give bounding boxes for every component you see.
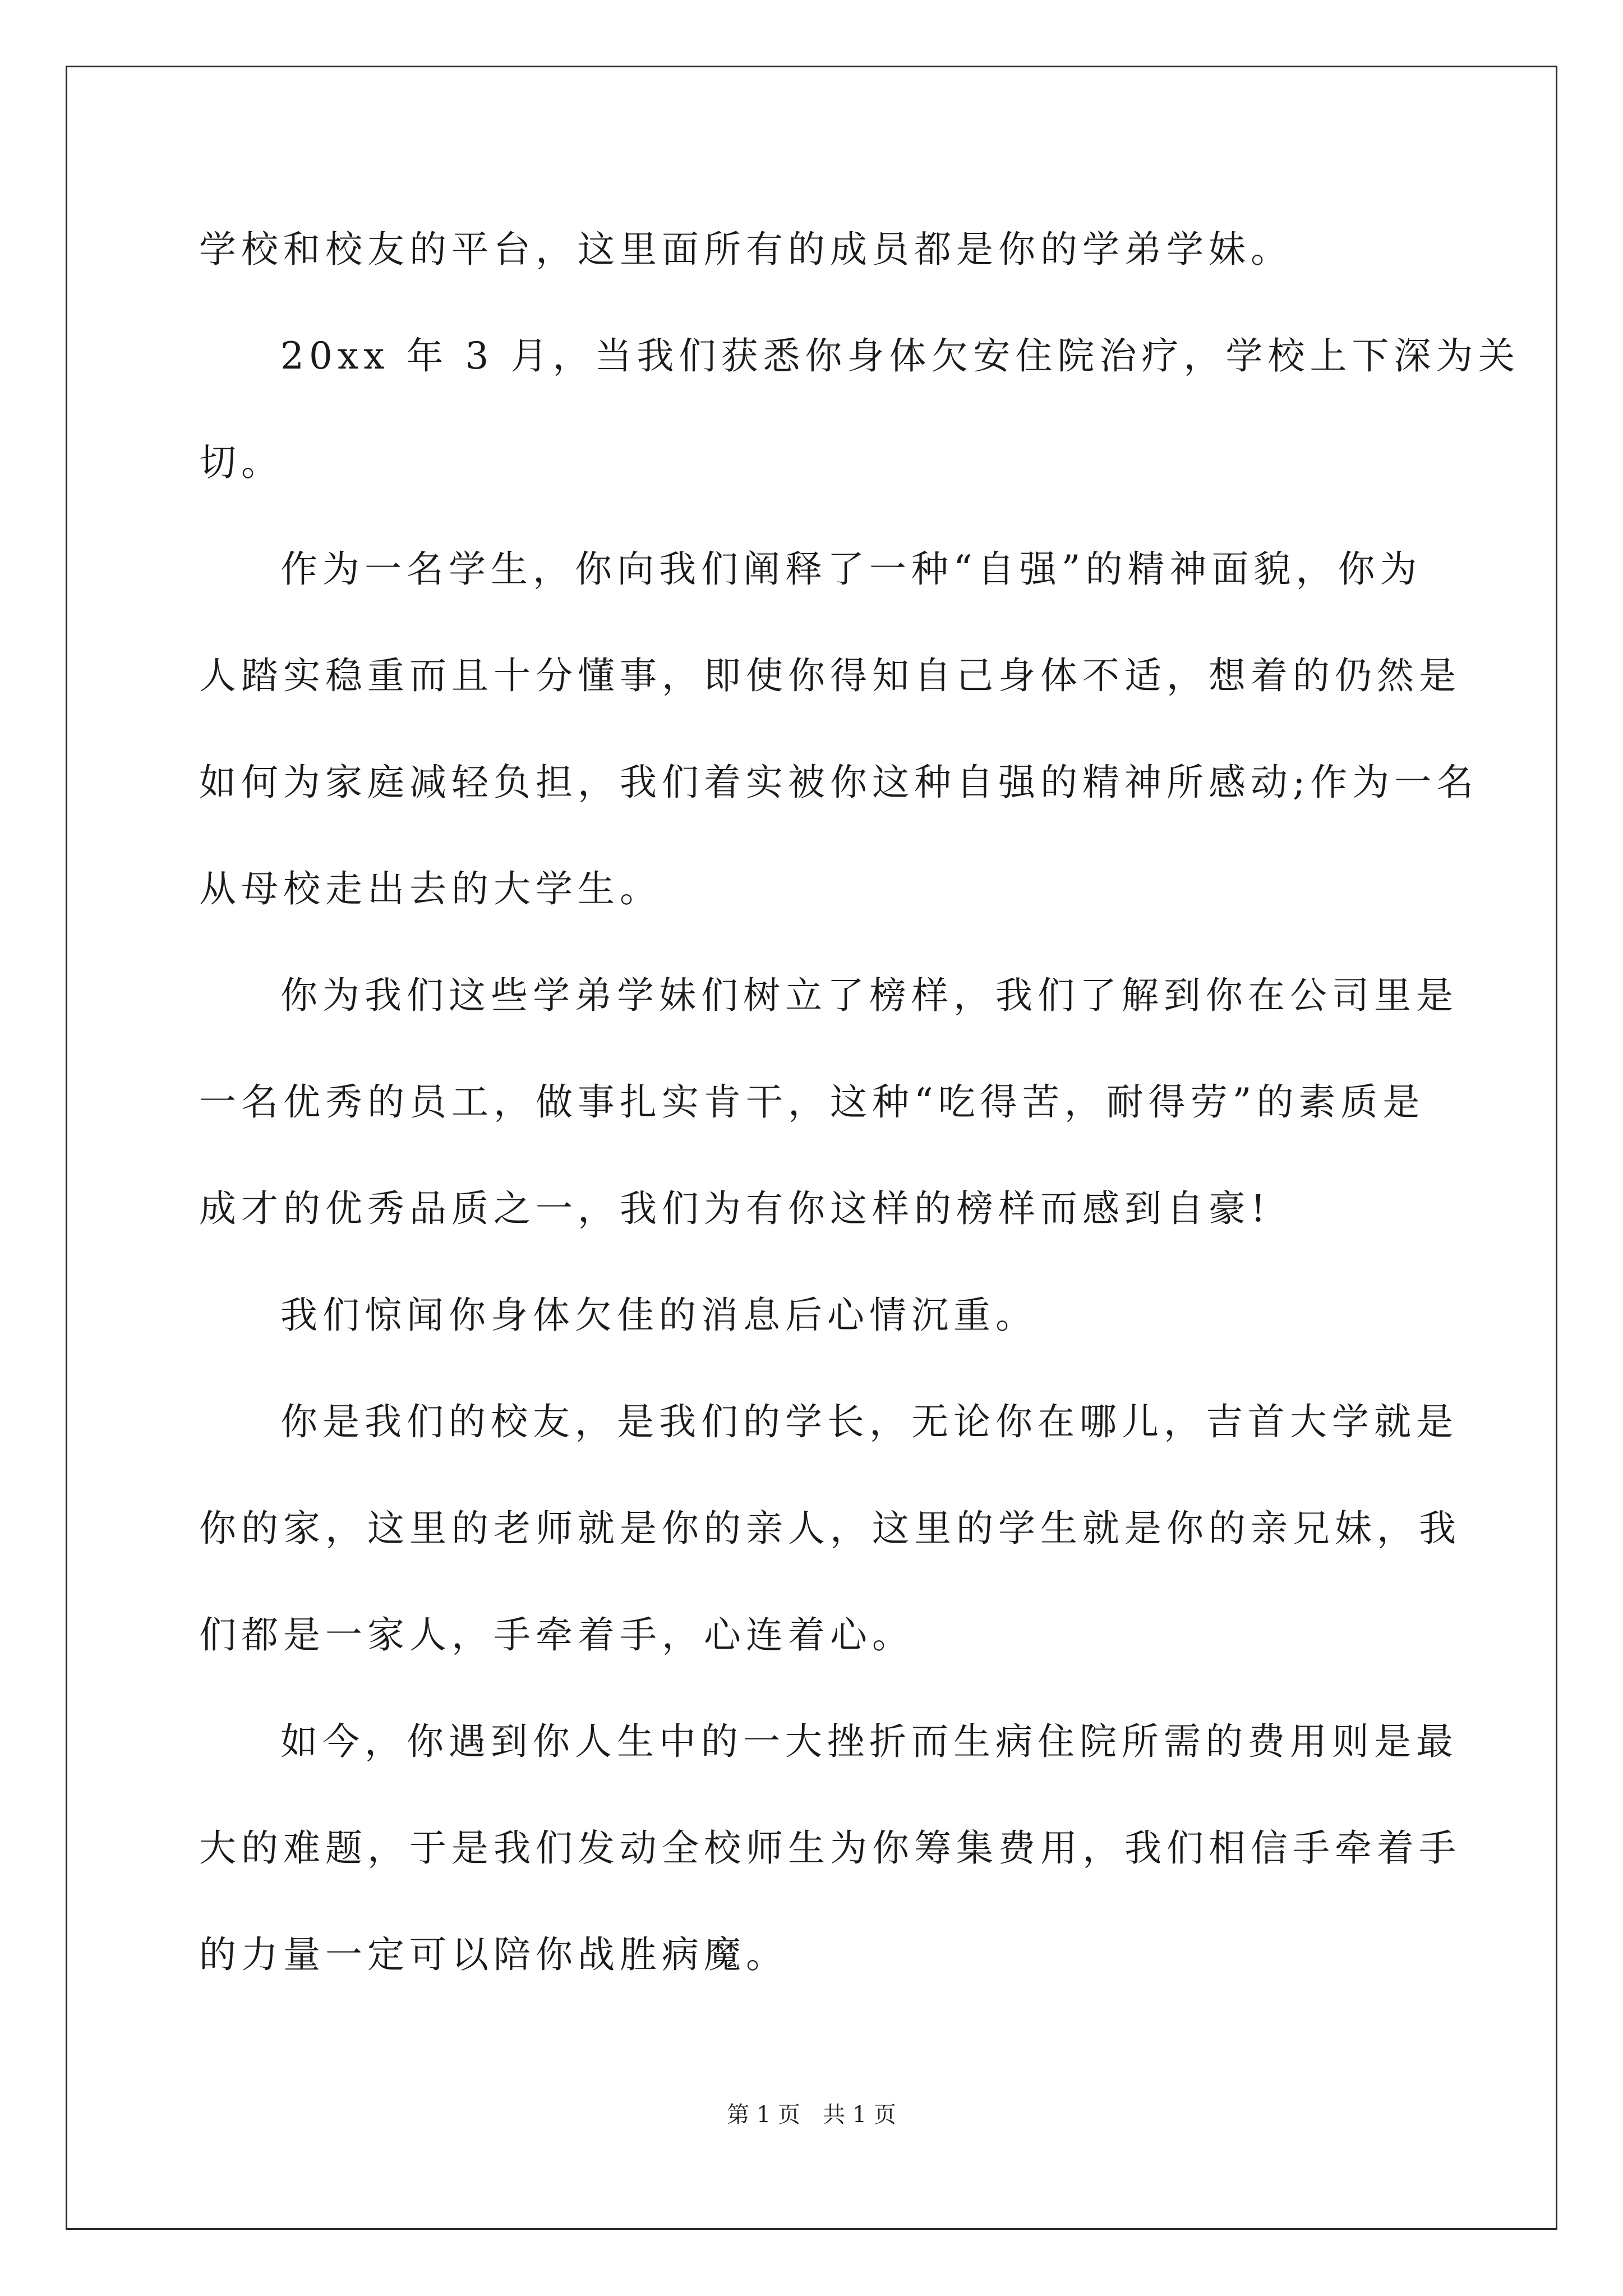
text-line: 作为一名学生，你向我们阐释了一种“自强”的精神面貌，你为 bbox=[280, 547, 1422, 591]
text-line: 切。 bbox=[199, 441, 283, 484]
text-line: 你是我们的校友，是我们的学长，无论你在哪儿，吉首大学就是 bbox=[280, 1400, 1458, 1443]
page-number-total: 共 1 页 bbox=[823, 2102, 896, 2128]
text-line: 我们惊闻你身体欠佳的消息后心情沉重。 bbox=[280, 1294, 1038, 1337]
page-footer bbox=[0, 2098, 1623, 2132]
text-line: 人踏实稳重而且十分懂事，即使你得知自己身体不适，想着的仍然是 bbox=[199, 654, 1461, 697]
text-line: 大的难题，于是我们发动全校师生为你筹集费用，我们相信手牵着手 bbox=[199, 1826, 1461, 1870]
text-line: 你的家，这里的老师就是你的亲人，这里的学生就是你的亲兄妹，我 bbox=[199, 1507, 1461, 1550]
text-line: 20xx 年 3 月，当我们获悉你身体欠安住院治疗，学校上下深为关 bbox=[280, 334, 1520, 378]
text-line: 你为我们这些学弟学妹们树立了榜样，我们了解到你在公司里是 bbox=[280, 974, 1458, 1017]
text-line: 如何为家庭减轻负担，我们着实被你这种自强的精神所感动;作为一名 bbox=[199, 761, 1479, 804]
text-line: 的力量一定可以陪你战胜病魔。 bbox=[199, 1933, 788, 1976]
text-line: 如今，你遇到你人生中的一大挫折而生病住院所需的费用则是最 bbox=[280, 1720, 1458, 1763]
document-body bbox=[199, 196, 1520, 2008]
text-line: 成才的优秀品质之一，我们为有你这样的榜样而感到自豪! bbox=[199, 1187, 1271, 1230]
text-line: 们都是一家人，手牵着手，心连着心。 bbox=[199, 1613, 914, 1657]
page-number-current: 第 1 页 bbox=[727, 2102, 800, 2128]
text-line: 学校和校友的平台，这里面所有的成员都是你的学弟学妹。 bbox=[199, 228, 1293, 271]
text-line: 从母校走出去的大学生。 bbox=[199, 867, 662, 910]
text-line: 一名优秀的员工，做事扎实肯干，这种“吃得苦，耐得劳”的素质是 bbox=[199, 1080, 1425, 1124]
